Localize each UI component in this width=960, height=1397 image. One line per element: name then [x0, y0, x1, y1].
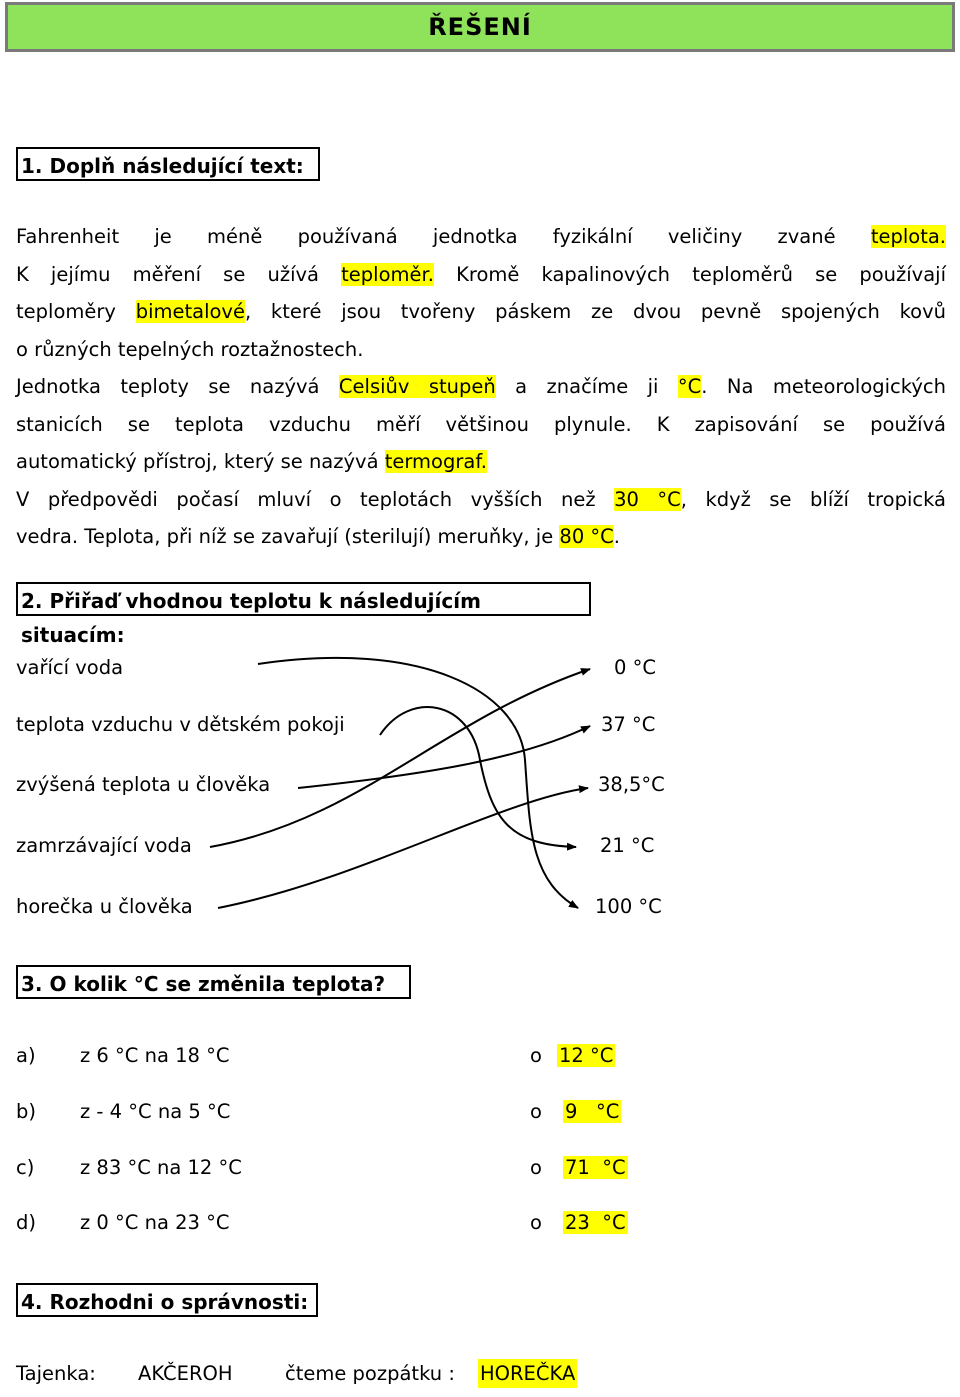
section-3-heading: 3. O kolik °C se změnila teplota? — [16, 965, 411, 999]
row-question: z 6 °C na 18 °C — [80, 1044, 230, 1067]
answer-highlight: teplota. — [870, 225, 946, 248]
arrow-mrznouci-0 — [210, 669, 590, 847]
row-question: z 0 °C na 23 °C — [80, 1211, 230, 1234]
text-line: Fahrenheit je méně používaná jednotka fyzikální veličiny zvané teplota. — [16, 225, 946, 248]
text-line: Jednotka teploty se nazývá Celsiův stupeň a značíme ji °C. Na meteorologických — [16, 375, 946, 398]
arrow-pokoj-21 — [380, 707, 576, 847]
answer-highlight: termograf. — [384, 450, 487, 473]
text-line: stanicích se teplota vzduchu měří většinou plynule. K zapisování se používá — [16, 412, 946, 436]
situation-item: zvýšená teplota u člověka — [16, 773, 271, 796]
tajenka-word: AKČEROH — [138, 1362, 233, 1385]
page-title: ŘEŠENÍ — [428, 13, 532, 41]
row-answer: 23 °C — [565, 1211, 626, 1234]
answer-highlight: Celsiův stupeň — [338, 375, 496, 398]
section-2-heading: 2. Přiřaď vhodnou teplotu k následujícím situacím: — [16, 582, 591, 616]
final-answer: HOREČKA — [478, 1359, 577, 1388]
row-question: z 83 °C na 12 °C — [80, 1156, 242, 1179]
text-line: automatický přístroj, který se nazývá termograf. — [16, 450, 487, 473]
row-label: b) — [16, 1100, 36, 1123]
text-line: teploměry bimetalové, které jsou tvořeny páskem ze dvou pevně spojených kovů — [16, 300, 946, 323]
row-o: o — [530, 1100, 542, 1123]
row-answer: 9 °C — [565, 1100, 620, 1123]
answer-highlight: °C — [677, 375, 702, 398]
temperature-item: 100 °C — [595, 895, 662, 918]
temperature-item: 37 °C — [601, 713, 656, 736]
arrow-zvysena-37 — [298, 726, 590, 788]
row-o: o — [530, 1044, 542, 1067]
answer-highlight: 30 °C — [614, 487, 681, 511]
text-line: o různých tepelných roztažnostech. — [16, 337, 364, 361]
answer-highlight: teploměr. — [341, 262, 434, 286]
text-line: V předpovědi počasí mluví o teplotách vyšších než 30 °C, když se blíží tropická — [16, 487, 946, 511]
row-label: c) — [16, 1156, 35, 1179]
situation-item: teplota vzduchu v dětském pokoji — [16, 713, 345, 736]
section-1-heading: 1. Doplň následující text: — [16, 147, 320, 181]
text-line: K jejímu měření se užívá teploměr. Kromě kapalinových teploměrů se používají — [16, 262, 947, 286]
row-o: o — [530, 1156, 542, 1179]
row-label: a) — [16, 1044, 36, 1067]
temperature-item: 38,5°C — [598, 773, 665, 796]
text-line: vedra. Teplota, při níž se zavařují (sterilují) meruňky, je 80 °C. — [16, 525, 620, 548]
answer-highlight: 80 °C — [559, 525, 614, 548]
row-question: z - 4 °C na 5 °C — [80, 1100, 231, 1123]
tajenka-label: Tajenka: — [16, 1362, 96, 1385]
section-4-heading: 4. Rozhodni o správnosti: — [16, 1283, 318, 1317]
temperature-item: 21 °C — [600, 834, 655, 857]
situation-item: zamrzávající voda — [16, 834, 192, 857]
situation-item: horečka u člověka — [16, 895, 193, 918]
row-answer: 71 °C — [565, 1156, 626, 1179]
row-label: d) — [16, 1211, 36, 1234]
arrow-voda-100 — [258, 658, 578, 908]
answer-highlight: bimetalové — [135, 300, 245, 323]
row-o: o — [530, 1211, 542, 1234]
row-answer: 12 °C — [559, 1044, 614, 1067]
arrow-horecka-38 — [218, 788, 588, 908]
reverse-label: čteme pozpátku : — [285, 1362, 455, 1385]
situation-item: vařící voda — [16, 656, 124, 679]
temperature-item: 0 °C — [614, 656, 656, 679]
